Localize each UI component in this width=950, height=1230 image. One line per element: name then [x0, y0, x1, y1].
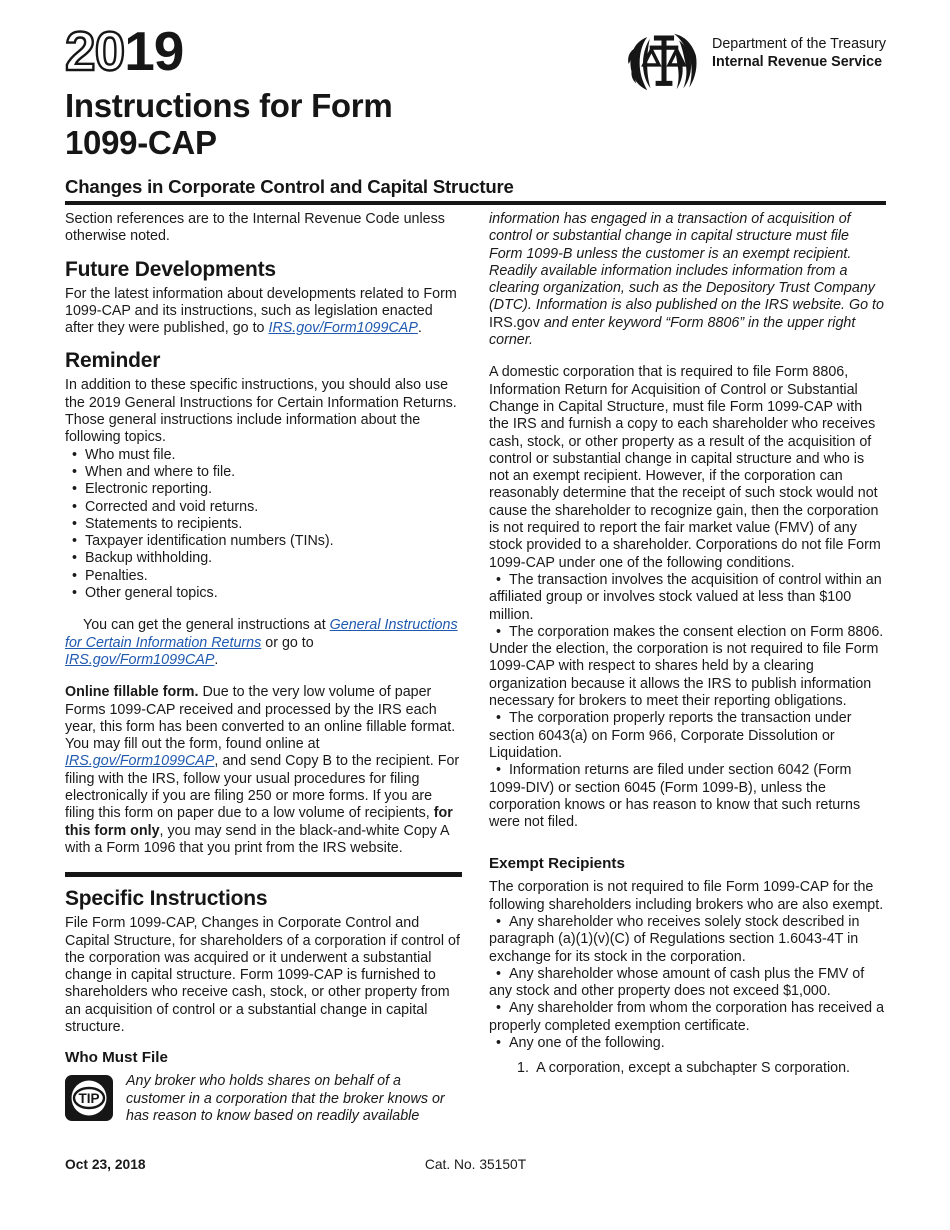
condition-text: The corporation properly reports the transaction under section 6043(a) on Form 966, Corporate Dissolution or Liquidation. — [489, 710, 852, 761]
title-line1: Instructions for Form — [65, 87, 393, 124]
title-line2: 1099-CAP — [65, 124, 217, 161]
list-item: • The transaction involves the acquisition of control within an affiliated group or involves stock valued at less than $100 million. — [489, 571, 882, 623]
online-fillable-label: Online fillable form. — [65, 684, 199, 701]
tip-block — [65, 1073, 462, 1125]
fd-text: For the latest information about developments related to Form 1099-CAP and its instructions, such as legislation enacted after they were published, go to — [65, 285, 457, 337]
list-item: • Any shareholder from whom the corporation has received a properly completed exemption certificate. — [489, 1000, 885, 1034]
online-fillable-paragraph — [65, 684, 462, 857]
body-columns — [65, 211, 886, 1125]
condition-text: Information returns are filed under section 6042 (Form 1099-DIV) or section 6045 (Form 1099-B), unless the corporation knows or has reason to know that such returns were not filed. — [489, 762, 861, 831]
item-text: A corporation, except a subchapter S corporation. — [528, 1060, 851, 1077]
domestic-corporation-paragraph: A domestic corporation that is required to file Form 8806, Information Return for Acquisition of Control or Substantial Change in Capital Structure, must file Form 1099-CAP with the IRS and furnish a copy to each shareholder who receives cash, stock, or other property as a result of the acquisition of control or substantial change in capital structure and who is not an exempt recipient. However, if the corporation can reasonably determine that the receipt of such stock would not cause the shareholder to recognize gain, then the corporation is not required to report the fair market value (FMV) of any stock provided to a shareholder. Corporations do not file Form 1099-CAP under one of the following conditions. — [489, 364, 881, 571]
gi-text-end: . — [214, 651, 219, 668]
reminder-topics-list — [65, 447, 462, 603]
heading-exempt-recipients: Exempt Recipients — [489, 855, 625, 873]
exempt-recipients-intro: The corporation is not required to file Form 1099-CAP for the following shareholders including brokers who are also exempt. — [489, 879, 884, 913]
condition-text: The corporation makes the consent election on Form 8806. Under the election, the corporation is not required to file Form 1099-CAP with respect to shares held by a clearing organization because it allows the IRS to publish information necessary for brokers to meet their reporting obligations. — [489, 623, 884, 710]
gi-text: You can get the general instructions at — [83, 617, 330, 634]
agency-line2: Internal Revenue Service — [712, 53, 883, 70]
list-item: • Electronic reporting. — [72, 481, 213, 498]
tax-year — [65, 20, 184, 82]
for-this-form-only-bold: for this form only — [65, 805, 453, 839]
right-column — [489, 211, 886, 1125]
link-general-instructions[interactable]: General Instructions for Certain Information Returns — [65, 617, 458, 651]
exempt-text: Any shareholder from whom the corporation has received a properly completed exemption certificate. — [489, 1000, 885, 1034]
year-outline-digits: 20 — [65, 20, 125, 82]
tip-cont-text-end: and enter keyword “Form 8806” in the upper right corner. — [489, 314, 856, 349]
topic-text: Statements to recipients. — [84, 515, 243, 532]
list-item: • The corporation makes the consent election on Form 8806. Under the election, the corporation is not required to file Form 1099-CAP with respect to shares held by a clearing organization because it allows the IRS to publish information necessary for brokers to meet their reporting obligations. — [489, 623, 884, 710]
tip-cont-text: information has engaged in a transaction of acquisition of control or substantial change in capital structure must file Form 1099-B unless the customer is an exempt recipient. Readily available information includes information from a clearing organization, such as the Depository Trust Company (DTC). Information is also published on the IRS website. Go to — [489, 211, 884, 314]
list-item: • The corporation properly reports the transaction under section 6043(a) on Form 966, Corporate Dissolution or Liquidation. — [489, 710, 852, 761]
agency-block — [622, 27, 886, 107]
agency-line1: Department of the Treasury — [712, 36, 887, 52]
page-header — [65, 20, 887, 202]
irs-gov-mention: IRS.gov — [489, 314, 540, 331]
of-text-1: Due to the very low volume of paper Forms 1099-CAP received and processed by the IRS each year, this form has been converted to an online fillable format. You may fill out the form, found online at — [65, 684, 456, 753]
specific-instructions-rule — [65, 872, 462, 877]
link-irs-gov-form1099cap-2[interactable]: IRS.gov/Form1099CAP — [65, 651, 215, 668]
topic-text: Electronic reporting. — [84, 481, 213, 498]
condition-text: The transaction involves the acquisition of control within an affiliated group or involves stock valued at less than $100 million. — [489, 571, 882, 623]
title-rule — [65, 201, 886, 205]
link-irs-gov-form1099cap-3[interactable]: IRS.gov/Form1099CAP — [65, 753, 215, 770]
topic-text: Taxpayer identification numbers (TINs). — [84, 533, 334, 550]
topic-text: Corrected and void returns. — [84, 498, 259, 515]
topic-text: Other general topics. — [84, 585, 218, 602]
list-item: • Taxpayer identification numbers (TINs). — [72, 533, 334, 550]
list-item: • Any shareholder who receives solely stock described in paragraph (a)(1)(v)(C) of Regulations section 1.6043-4T in exchange for its stock in the corporation. — [489, 913, 860, 965]
list-item: • When and where to file. — [72, 463, 236, 480]
exempt-text: Any shareholder who receives solely stock described in paragraph (a)(1)(v)(C) of Regulations section 1.6043-4T in exchange for its stock in the corporation. — [489, 913, 860, 965]
fd-text-end: . — [417, 320, 422, 337]
of-text-2: , and send Copy B to the recipient. For filing with the IRS, follow your usual procedures for filing electronically if you are filing 250 or more forms. If you are filing this form on paper due to a low volume of recipients, — [65, 753, 460, 822]
list-item: • Other general topics. — [72, 585, 218, 602]
heading-who-must-file: Who Must File — [65, 1049, 168, 1067]
specific-instructions-paragraph: File Form 1099-CAP, Changes in Corporate Control and Capital Structure, for shareholders of a corporation if control of the corporation was acquired or it underwent a substantial change in capital structure. Form 1099-CAP is furnished to shareholders who receive cash, stock, or other property from an acquisition of control or a substantial change in capital structure. — [65, 915, 460, 1035]
year-bold-digits: 19 — [124, 20, 184, 82]
list-item: • Any one of the following. — [496, 1035, 665, 1052]
item-number: 1. — [517, 1060, 529, 1077]
reminder-intro-paragraph: In addition to these specific instructions, you should also use the 2019 General Instructions for Certain Information Returns. Those general instructions include information about the following topics. — [65, 377, 457, 446]
tip-icon — [65, 1075, 113, 1121]
general-instructions-paragraph — [65, 617, 462, 669]
section-references-note: Section references are to the Internal Revenue Code unless otherwise noted. — [65, 211, 445, 245]
agency-text — [712, 36, 886, 71]
tip-label: TIP — [78, 1091, 100, 1107]
tip-continuation-paragraph — [489, 211, 886, 349]
page-footer — [65, 1157, 886, 1172]
exempt-recipients-list — [489, 914, 886, 1052]
of-text-3: , you may send in the black-and-white Copy A with a Form 1096 that you print from the IRS website. — [65, 822, 449, 856]
heading-specific-instructions: Specific Instructions — [65, 887, 268, 911]
numbered-item-1 — [489, 1060, 886, 1077]
document-subtitle: Changes in Corporate Control and Capital Structure — [65, 176, 514, 197]
irs-eagle-logo-icon — [622, 27, 706, 107]
exempt-text: Any shareholder whose amount of cash plus the FMV of any stock and other property does not exceed $1,000. — [489, 965, 865, 1000]
tip-text: Any broker who holds shares on behalf of a customer in a corporation that the broker knows or has reason to know based on readily available — [126, 1073, 445, 1124]
left-column — [65, 211, 462, 1125]
exempt-text: Any one of the following. — [508, 1035, 665, 1052]
topic-text: Who must file. — [84, 446, 176, 463]
topic-text: Penalties. — [84, 567, 148, 584]
footer-catalog-number: Cat. No. 35150T — [424, 1157, 527, 1172]
list-item: • Any shareholder whose amount of cash plus the FMV of any stock and other property does not exceed $1,000. — [489, 965, 865, 1000]
footer-date: Oct 23, 2018 — [65, 1157, 146, 1172]
future-developments-paragraph — [65, 286, 462, 338]
heading-reminder: Reminder — [65, 349, 161, 373]
conditions-list — [489, 572, 886, 831]
list-item: • Statements to recipients. — [72, 515, 243, 532]
list-item: • Backup withholding. — [72, 550, 213, 567]
list-item: • Information returns are filed under section 6042 (Form 1099-DIV) or section 6045 (Form 1099-B), unless the corporation knows or has reason to know that such returns were not filed. — [489, 762, 861, 831]
gi-text-mid: or go to — [261, 634, 314, 651]
list-item: • Who must file. — [72, 446, 176, 463]
topic-text: When and where to file. — [84, 463, 236, 480]
link-irs-gov-form1099cap[interactable]: IRS.gov/Form1099CAP — [268, 320, 418, 337]
list-item: • Penalties. — [72, 567, 148, 584]
heading-future-developments: Future Developments — [65, 257, 276, 281]
list-item: • Corrected and void returns. — [72, 498, 259, 515]
topic-text: Backup withholding. — [84, 550, 213, 567]
